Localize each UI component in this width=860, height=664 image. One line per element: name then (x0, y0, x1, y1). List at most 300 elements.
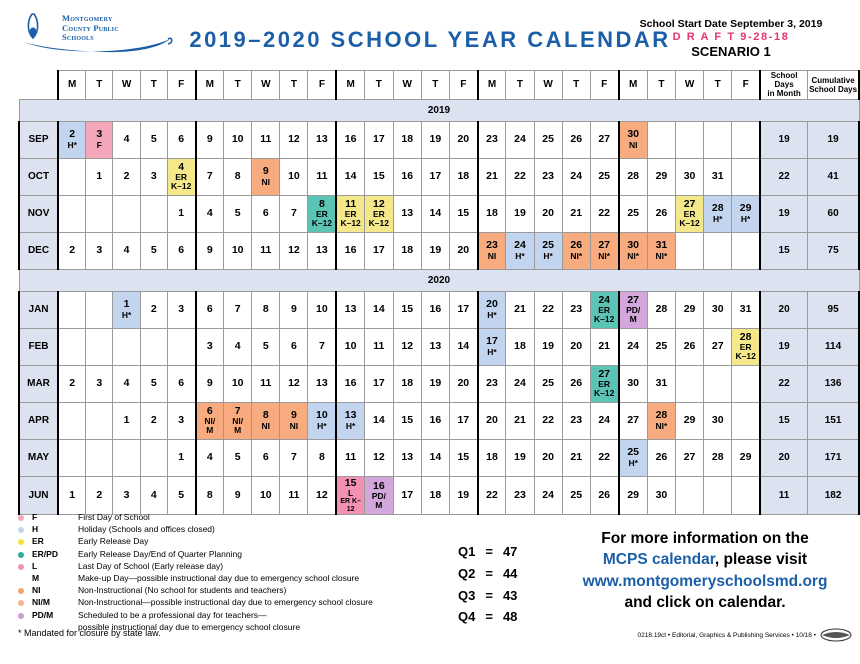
quarter-value: 48 (502, 609, 518, 625)
day-cell-empty (732, 476, 760, 515)
legend-description: Holiday (Schools and offices closed) (78, 524, 215, 535)
day-cell-jun-22[interactable]: 22 (478, 476, 506, 515)
day-cell-sep-17[interactable]: 17 (365, 121, 394, 158)
day-cell-mar-4[interactable]: 4 (113, 365, 141, 402)
day-cell-feb-27[interactable]: 27 (704, 328, 732, 365)
day-cell-jan-22[interactable]: 22 (534, 291, 562, 328)
day-cell-jun-2[interactable]: 2 (86, 476, 113, 515)
day-cell-sep-11[interactable]: 11 (252, 121, 280, 158)
day-cell-mar-30[interactable]: 30 (619, 365, 648, 402)
day-cell-mar-27[interactable]: 27 ER K–12 (590, 365, 618, 402)
day-cell-apr-30[interactable]: 30 (704, 402, 732, 439)
day-cell-apr-3[interactable]: 3 (167, 402, 195, 439)
legend-code: ER (32, 536, 44, 547)
day-cell-dec-20[interactable]: 20 (449, 232, 477, 269)
day-cell-jun-10[interactable]: 10 (252, 476, 280, 515)
day-cell-oct-24[interactable]: 24 (562, 158, 590, 195)
day-cell-apr-10[interactable]: 10 H* (308, 402, 336, 439)
day-cell-mar-13[interactable]: 13 (308, 365, 336, 402)
day-cell-jun-17[interactable]: 17 (393, 476, 421, 515)
day-cell-oct-22[interactable]: 22 (506, 158, 534, 195)
day-cell-mar-31[interactable]: 31 (647, 365, 675, 402)
day-cell-nov-26[interactable]: 26 (647, 195, 675, 232)
day-cell-jun-18[interactable]: 18 (421, 476, 449, 515)
day-cell-oct-21[interactable]: 21 (478, 158, 506, 195)
day-cell-jan-17[interactable]: 17 (449, 291, 477, 328)
day-cell-jun-30[interactable]: 30 (647, 476, 675, 515)
day-cell-mar-3[interactable]: 3 (86, 365, 113, 402)
day-cell-dec-24[interactable]: 24 H* (506, 232, 534, 269)
day-cell-dec-19[interactable]: 19 (421, 232, 449, 269)
day-cell-empty (732, 365, 760, 402)
day-cell-dec-13[interactable]: 13 (308, 232, 336, 269)
state-law-note: * Mandated for closure by state law. (18, 628, 161, 638)
day-cell-nov-7[interactable]: 7 (280, 195, 308, 232)
day-cell-dec-10[interactable]: 10 (224, 232, 252, 269)
mcps-website-link[interactable]: www.montgomeryschoolsmd.org (582, 572, 828, 590)
day-cell-oct-3[interactable]: 3 (140, 158, 167, 195)
day-cell-jan-20[interactable]: 20 H* (478, 291, 506, 328)
day-cell-jan-31[interactable]: 31 (732, 291, 760, 328)
day-cell-mar-18[interactable]: 18 (393, 365, 421, 402)
month-name-nov: NOV (19, 195, 58, 232)
day-cell-empty (704, 365, 732, 402)
day-cell-may-12[interactable]: 12 (365, 439, 394, 476)
day-cell-sep-3[interactable]: 3 F (86, 121, 113, 158)
day-cell-feb-21[interactable]: 21 (590, 328, 618, 365)
day-cell-empty (675, 476, 703, 515)
day-cell-dec-4[interactable]: 4 (113, 232, 141, 269)
day-cell-sep-27[interactable]: 27 (590, 121, 618, 158)
month-row-oct (19, 158, 859, 195)
day-cell-jan-16[interactable]: 16 (421, 291, 449, 328)
day-cell-jan-6[interactable]: 6 (196, 291, 224, 328)
day-cell-mar-25[interactable]: 25 (534, 365, 562, 402)
day-cell-jan-28[interactable]: 28 (647, 291, 675, 328)
day-cell-may-27[interactable]: 27 (675, 439, 703, 476)
calendar-body (19, 99, 859, 515)
publishing-credit: 0218.19ct • Editorial, Graphics & Publishing Services • 10/18 • (637, 632, 816, 639)
day-cell-sep-16[interactable]: 16 (336, 121, 364, 158)
day-cell-apr-8[interactable]: 8 NI (252, 402, 280, 439)
day-cell-jun-29[interactable]: 29 (619, 476, 648, 515)
day-cell-jun-25[interactable]: 25 (562, 476, 590, 515)
cumulative-school-days-oct: 41 (808, 158, 859, 195)
month-row-mar (19, 365, 859, 402)
day-cell-apr-28[interactable]: 28 NI* (647, 402, 675, 439)
day-cell-oct-30[interactable]: 30 (675, 158, 703, 195)
day-cell-mar-26[interactable]: 26 (562, 365, 590, 402)
day-cell-nov-28[interactable]: 28 H* (704, 195, 732, 232)
day-cell-nov-5[interactable]: 5 (224, 195, 252, 232)
day-cell-mar-20[interactable]: 20 (449, 365, 477, 402)
footer-logo-icon (820, 628, 852, 642)
day-cell-sep-20[interactable]: 20 (449, 121, 477, 158)
quarter-equals: = (485, 544, 493, 559)
day-cell-empty (732, 158, 760, 195)
day-cell-apr-17[interactable]: 17 (449, 402, 477, 439)
day-cell-apr-24[interactable]: 24 (590, 402, 618, 439)
day-cell-nov-11[interactable]: 11 ER K–12 (336, 195, 364, 232)
legend-swatch-l (18, 564, 24, 570)
day-cell-apr-29[interactable]: 29 (675, 402, 703, 439)
day-cell-apr-9[interactable]: 9 NI (280, 402, 308, 439)
day-cell-sep-30[interactable]: 30 NI (619, 121, 648, 158)
day-cell-nov-4[interactable]: 4 (196, 195, 224, 232)
legend-swatch-er (18, 539, 24, 545)
legend-item-er (18, 536, 438, 548)
school-days-in-month-jan: 20 (760, 291, 808, 328)
day-cell-apr-14[interactable]: 14 (365, 402, 394, 439)
month-row-jan (19, 291, 859, 328)
day-cell-feb-13[interactable]: 13 (421, 328, 449, 365)
day-cell-feb-5[interactable]: 5 (252, 328, 280, 365)
day-cell-mar-17[interactable]: 17 (365, 365, 394, 402)
day-cell-nov-27[interactable]: 27 ER K–12 (675, 195, 703, 232)
day-cell-dec-3[interactable]: 3 (86, 232, 113, 269)
day-cell-oct-28[interactable]: 28 (619, 158, 648, 195)
day-cell-may-19[interactable]: 19 (506, 439, 534, 476)
day-cell-may-15[interactable]: 15 (449, 439, 477, 476)
day-cell-feb-14[interactable]: 14 (449, 328, 477, 365)
month-name-feb: FEB (19, 328, 58, 365)
day-cell-dec-2[interactable]: 2 (58, 232, 86, 269)
day-cell-dec-11[interactable]: 11 (252, 232, 280, 269)
day-cell-mar-10[interactable]: 10 (224, 365, 252, 402)
year-label: 2020 (19, 269, 859, 291)
day-cell-nov-12[interactable]: 12 ER K–12 (365, 195, 394, 232)
day-cell-sep-6[interactable]: 6 (167, 121, 195, 158)
day-cell-nov-18[interactable]: 18 (478, 195, 506, 232)
day-cell-nov-6[interactable]: 6 (252, 195, 280, 232)
day-cell-feb-17[interactable]: 17 H* (478, 328, 506, 365)
year-label: 2019 (19, 99, 859, 121)
day-cell-sep-25[interactable]: 25 (534, 121, 562, 158)
day-cell-jan-23[interactable]: 23 (562, 291, 590, 328)
day-cell-oct-10[interactable]: 10 (280, 158, 308, 195)
day-cell-oct-31[interactable]: 31 (704, 158, 732, 195)
day-header-t-week4: T (562, 71, 590, 100)
day-cell-apr-2[interactable]: 2 (140, 402, 167, 439)
day-cell-sep-19[interactable]: 19 (421, 121, 449, 158)
school-days-in-month-dec: 15 (760, 232, 808, 269)
day-cell-may-7[interactable]: 7 (280, 439, 308, 476)
day-cell-mar-2[interactable]: 2 (58, 365, 86, 402)
day-header-t-week1: T (86, 71, 113, 100)
day-cell-sep-5[interactable]: 5 (140, 121, 167, 158)
day-cell-oct-14[interactable]: 14 (336, 158, 364, 195)
day-cell-feb-10[interactable]: 10 (336, 328, 364, 365)
day-cell-nov-22[interactable]: 22 (590, 195, 618, 232)
day-cell-apr-16[interactable]: 16 (421, 402, 449, 439)
day-cell-apr-27[interactable]: 27 (619, 402, 648, 439)
legend-description: Make-up Day—possible instructional day due to emergency school closure (78, 572, 360, 583)
day-cell-oct-11[interactable]: 11 (308, 158, 336, 195)
day-cell-jun-12[interactable]: 12 (308, 476, 336, 515)
legend-swatch-h (18, 527, 24, 533)
day-cell-feb-25[interactable]: 25 (647, 328, 675, 365)
month-name-jan: JAN (19, 291, 58, 328)
day-cell-nov-25[interactable]: 25 (619, 195, 648, 232)
mcps-calendar-link[interactable]: MCPS calendar (602, 551, 715, 569)
legend-swatch-ni (18, 588, 24, 594)
day-cell-may-18[interactable]: 18 (478, 439, 506, 476)
day-cell-dec-23[interactable]: 23 NI (478, 232, 506, 269)
day-cell-may-5[interactable]: 5 (224, 439, 252, 476)
day-cell-empty (732, 232, 760, 269)
day-cell-feb-11[interactable]: 11 (365, 328, 394, 365)
legend-description: Scheduled to be a professional day for teachers— (78, 609, 267, 620)
day-cell-apr-21[interactable]: 21 (506, 402, 534, 439)
day-cell-dec-5[interactable]: 5 (140, 232, 167, 269)
day-cell-oct-4[interactable]: 4 ER K–12 (167, 158, 195, 195)
day-header-f-week1: F (167, 71, 195, 100)
day-cell-oct-7[interactable]: 7 (196, 158, 224, 195)
day-cell-jun-5[interactable]: 5 (167, 476, 195, 515)
day-cell-empty (167, 328, 195, 365)
day-cell-feb-18[interactable]: 18 (506, 328, 534, 365)
page-title: 2019–2020 SCHOOL YEAR CALENDAR (189, 27, 671, 52)
day-cell-dec-30[interactable]: 30 NI* (619, 232, 648, 269)
calendar-head (19, 71, 859, 100)
day-cell-may-14[interactable]: 14 (421, 439, 449, 476)
day-header-f-week2: F (308, 71, 336, 100)
day-header-t-week3: T (421, 71, 449, 100)
day-cell-may-25[interactable]: 25 H* (619, 439, 648, 476)
day-cell-nov-20[interactable]: 20 (534, 195, 562, 232)
day-cell-apr-1[interactable]: 1 (113, 402, 141, 439)
cumulative-school-days-may: 171 (808, 439, 859, 476)
day-cell-apr-15[interactable]: 15 (393, 402, 421, 439)
day-cell-oct-15[interactable]: 15 (365, 158, 394, 195)
day-cell-jan-24[interactable]: 24 ER K–12 (590, 291, 618, 328)
day-cell-jan-13[interactable]: 13 (336, 291, 364, 328)
day-cell-may-6[interactable]: 6 (252, 439, 280, 476)
day-cell-jun-26[interactable]: 26 (590, 476, 618, 515)
day-cell-dec-16[interactable]: 16 (336, 232, 364, 269)
day-cell-nov-1[interactable]: 1 (167, 195, 195, 232)
day-cell-empty (704, 121, 732, 158)
day-cell-feb-6[interactable]: 6 (280, 328, 308, 365)
day-cell-empty (58, 158, 86, 195)
day-cell-jan-7[interactable]: 7 (224, 291, 252, 328)
day-cell-sep-10[interactable]: 10 (224, 121, 252, 158)
day-header-f-week4: F (590, 71, 618, 100)
day-cell-feb-24[interactable]: 24 (619, 328, 648, 365)
day-cell-nov-8[interactable]: 8 ER K–12 (308, 195, 336, 232)
day-cell-may-1[interactable]: 1 (167, 439, 195, 476)
day-cell-jun-11[interactable]: 11 (280, 476, 308, 515)
legend-code: M (32, 572, 40, 583)
day-cell-mar-6[interactable]: 6 (167, 365, 195, 402)
day-cell-jun-23[interactable]: 23 (506, 476, 534, 515)
day-cell-nov-19[interactable]: 19 (506, 195, 534, 232)
day-cell-oct-2[interactable]: 2 (113, 158, 141, 195)
day-cell-empty (647, 121, 675, 158)
day-cell-jan-9[interactable]: 9 (280, 291, 308, 328)
day-cell-may-4[interactable]: 4 (196, 439, 224, 476)
day-cell-nov-29[interactable]: 29 H* (732, 195, 760, 232)
legend-code: F (32, 512, 38, 522)
day-cell-may-21[interactable]: 21 (562, 439, 590, 476)
day-cell-jun-8[interactable]: 8 (196, 476, 224, 515)
day-cell-sep-23[interactable]: 23 (478, 121, 506, 158)
day-header-row (19, 71, 859, 100)
day-cell-may-20[interactable]: 20 (534, 439, 562, 476)
day-cell-mar-9[interactable]: 9 (196, 365, 224, 402)
day-cell-sep-4[interactable]: 4 (113, 121, 141, 158)
legend-description-cont: possible instructional day due to emergency school closure (78, 621, 301, 632)
day-cell-jun-1[interactable]: 1 (58, 476, 86, 515)
school-days-in-month-mar: 22 (760, 365, 808, 402)
day-cell-sep-12[interactable]: 12 (280, 121, 308, 158)
day-cell-apr-6[interactable]: 6 NI/ M (196, 402, 224, 439)
day-cell-empty (704, 476, 732, 515)
legend-swatch-pd-m (18, 613, 24, 619)
legend-description: Early Release Day (78, 536, 149, 547)
day-cell-apr-7[interactable]: 7 NI/ M (224, 402, 252, 439)
day-header-m-week2: M (196, 71, 224, 100)
scenario-label: SCENARIO 1 (691, 44, 771, 59)
day-cell-jun-3[interactable]: 3 (113, 476, 141, 515)
day-cell-feb-3[interactable]: 3 (196, 328, 224, 365)
day-cell-jun-19[interactable]: 19 (449, 476, 477, 515)
day-header-w-week1: W (113, 71, 141, 100)
day-cell-jan-3[interactable]: 3 (167, 291, 195, 328)
day-cell-feb-4[interactable]: 4 (224, 328, 252, 365)
day-cell-mar-24[interactable]: 24 (506, 365, 534, 402)
day-cell-dec-25[interactable]: 25 H* (534, 232, 562, 269)
day-cell-feb-26[interactable]: 26 (675, 328, 703, 365)
day-cell-mar-5[interactable]: 5 (140, 365, 167, 402)
day-cell-dec-18[interactable]: 18 (393, 232, 421, 269)
day-cell-may-29[interactable]: 29 (732, 439, 760, 476)
cumulative-school-days-jan: 95 (808, 291, 859, 328)
day-cell-empty (140, 195, 167, 232)
day-cell-dec-17[interactable]: 17 (365, 232, 394, 269)
day-cell-empty (140, 439, 167, 476)
cumulative-school-days-jun: 182 (808, 476, 859, 515)
day-cell-jan-8[interactable]: 8 (252, 291, 280, 328)
day-cell-jun-9[interactable]: 9 (224, 476, 252, 515)
day-cell-dec-27[interactable]: 27 NI* (590, 232, 618, 269)
quarter-totals (452, 540, 523, 629)
day-cell-jun-24[interactable]: 24 (534, 476, 562, 515)
quarter-row-q1 (454, 542, 521, 562)
day-cell-feb-19[interactable]: 19 (534, 328, 562, 365)
day-cell-oct-1[interactable]: 1 (86, 158, 113, 195)
day-cell-may-22[interactable]: 22 (590, 439, 618, 476)
day-cell-apr-22[interactable]: 22 (534, 402, 562, 439)
day-cell-oct-29[interactable]: 29 (647, 158, 675, 195)
day-cell-may-11[interactable]: 11 (336, 439, 364, 476)
day-cell-empty (113, 328, 141, 365)
school-days-in-month-may: 20 (760, 439, 808, 476)
day-cell-may-13[interactable]: 13 (393, 439, 421, 476)
day-cell-mar-11[interactable]: 11 (252, 365, 280, 402)
info-line-1: For more information on the (601, 530, 809, 547)
page-header (0, 0, 860, 66)
day-cell-mar-23[interactable]: 23 (478, 365, 506, 402)
day-cell-sep-26[interactable]: 26 (562, 121, 590, 158)
day-cell-empty (675, 365, 703, 402)
day-cell-sep-2[interactable]: 2 H* (58, 121, 86, 158)
day-cell-dec-12[interactable]: 12 (280, 232, 308, 269)
day-cell-dec-26[interactable]: 26 NI* (562, 232, 590, 269)
day-cell-nov-14[interactable]: 14 (421, 195, 449, 232)
day-cell-jun-16[interactable]: 16 PD/ M (365, 476, 394, 515)
day-cell-jan-10[interactable]: 10 (308, 291, 336, 328)
day-cell-oct-16[interactable]: 16 (393, 158, 421, 195)
day-cell-jun-4[interactable]: 4 (140, 476, 167, 515)
day-cell-nov-21[interactable]: 21 (562, 195, 590, 232)
day-cell-apr-20[interactable]: 20 (478, 402, 506, 439)
day-cell-feb-7[interactable]: 7 (308, 328, 336, 365)
quarter-value: 44 (502, 565, 518, 581)
calendar-table-wrap (18, 70, 860, 515)
day-cell-jan-29[interactable]: 29 (675, 291, 703, 328)
day-cell-oct-17[interactable]: 17 (421, 158, 449, 195)
quarter-equals: = (485, 587, 493, 603)
day-cell-sep-13[interactable]: 13 (308, 121, 336, 158)
day-cell-oct-8[interactable]: 8 (224, 158, 252, 195)
day-cell-jan-1[interactable]: 1 H* (113, 291, 141, 328)
quarter-equals: = (485, 565, 493, 581)
day-cell-sep-24[interactable]: 24 (506, 121, 534, 158)
day-cell-may-28[interactable]: 28 (704, 439, 732, 476)
day-cell-nov-13[interactable]: 13 (393, 195, 421, 232)
day-cell-oct-18[interactable]: 18 (449, 158, 477, 195)
day-cell-sep-18[interactable]: 18 (393, 121, 421, 158)
day-cell-apr-13[interactable]: 13 H* (336, 402, 364, 439)
month-name-sep: SEP (19, 121, 58, 158)
day-cell-apr-23[interactable]: 23 (562, 402, 590, 439)
logo-line-2: County Public (62, 22, 119, 33)
day-cell-feb-12[interactable]: 12 (393, 328, 421, 365)
month-name-oct: OCT (19, 158, 58, 195)
day-cell-jan-27[interactable]: 27 PD/ M (619, 291, 648, 328)
day-header-w-week3: W (393, 71, 421, 100)
day-cell-oct-9[interactable]: 9 NI (252, 158, 280, 195)
day-cell-feb-20[interactable]: 20 (562, 328, 590, 365)
legend-code: PD/M (32, 609, 54, 620)
day-cell-dec-6[interactable]: 6 (167, 232, 195, 269)
day-cell-dec-9[interactable]: 9 (196, 232, 224, 269)
day-cell-mar-16[interactable]: 16 (336, 365, 364, 402)
day-cell-jan-14[interactable]: 14 (365, 291, 394, 328)
day-cell-nov-15[interactable]: 15 (449, 195, 477, 232)
day-header-m-week5: M (619, 71, 648, 100)
day-cell-empty (86, 291, 113, 328)
day-cell-jun-15[interactable]: 15 L ER K–12 (336, 476, 364, 515)
day-cell-dec-31[interactable]: 31 NI* (647, 232, 675, 269)
day-cell-feb-28[interactable]: 28 ER K–12 (732, 328, 760, 365)
day-cell-mar-12[interactable]: 12 (280, 365, 308, 402)
legend-description: Last Day of School (Early release day) (78, 560, 224, 571)
day-cell-sep-9[interactable]: 9 (196, 121, 224, 158)
day-cell-jan-30[interactable]: 30 (704, 291, 732, 328)
day-cell-oct-25[interactable]: 25 (590, 158, 618, 195)
day-cell-jan-15[interactable]: 15 (393, 291, 421, 328)
day-cell-may-8[interactable]: 8 (308, 439, 336, 476)
legend-item-er-pd (18, 549, 438, 561)
day-cell-may-26[interactable]: 26 (647, 439, 675, 476)
day-cell-jan-21[interactable]: 21 (506, 291, 534, 328)
day-cell-oct-23[interactable]: 23 (534, 158, 562, 195)
day-cell-jan-2[interactable]: 2 (140, 291, 167, 328)
day-cell-mar-19[interactable]: 19 (421, 365, 449, 402)
year-divider-row (19, 269, 859, 291)
